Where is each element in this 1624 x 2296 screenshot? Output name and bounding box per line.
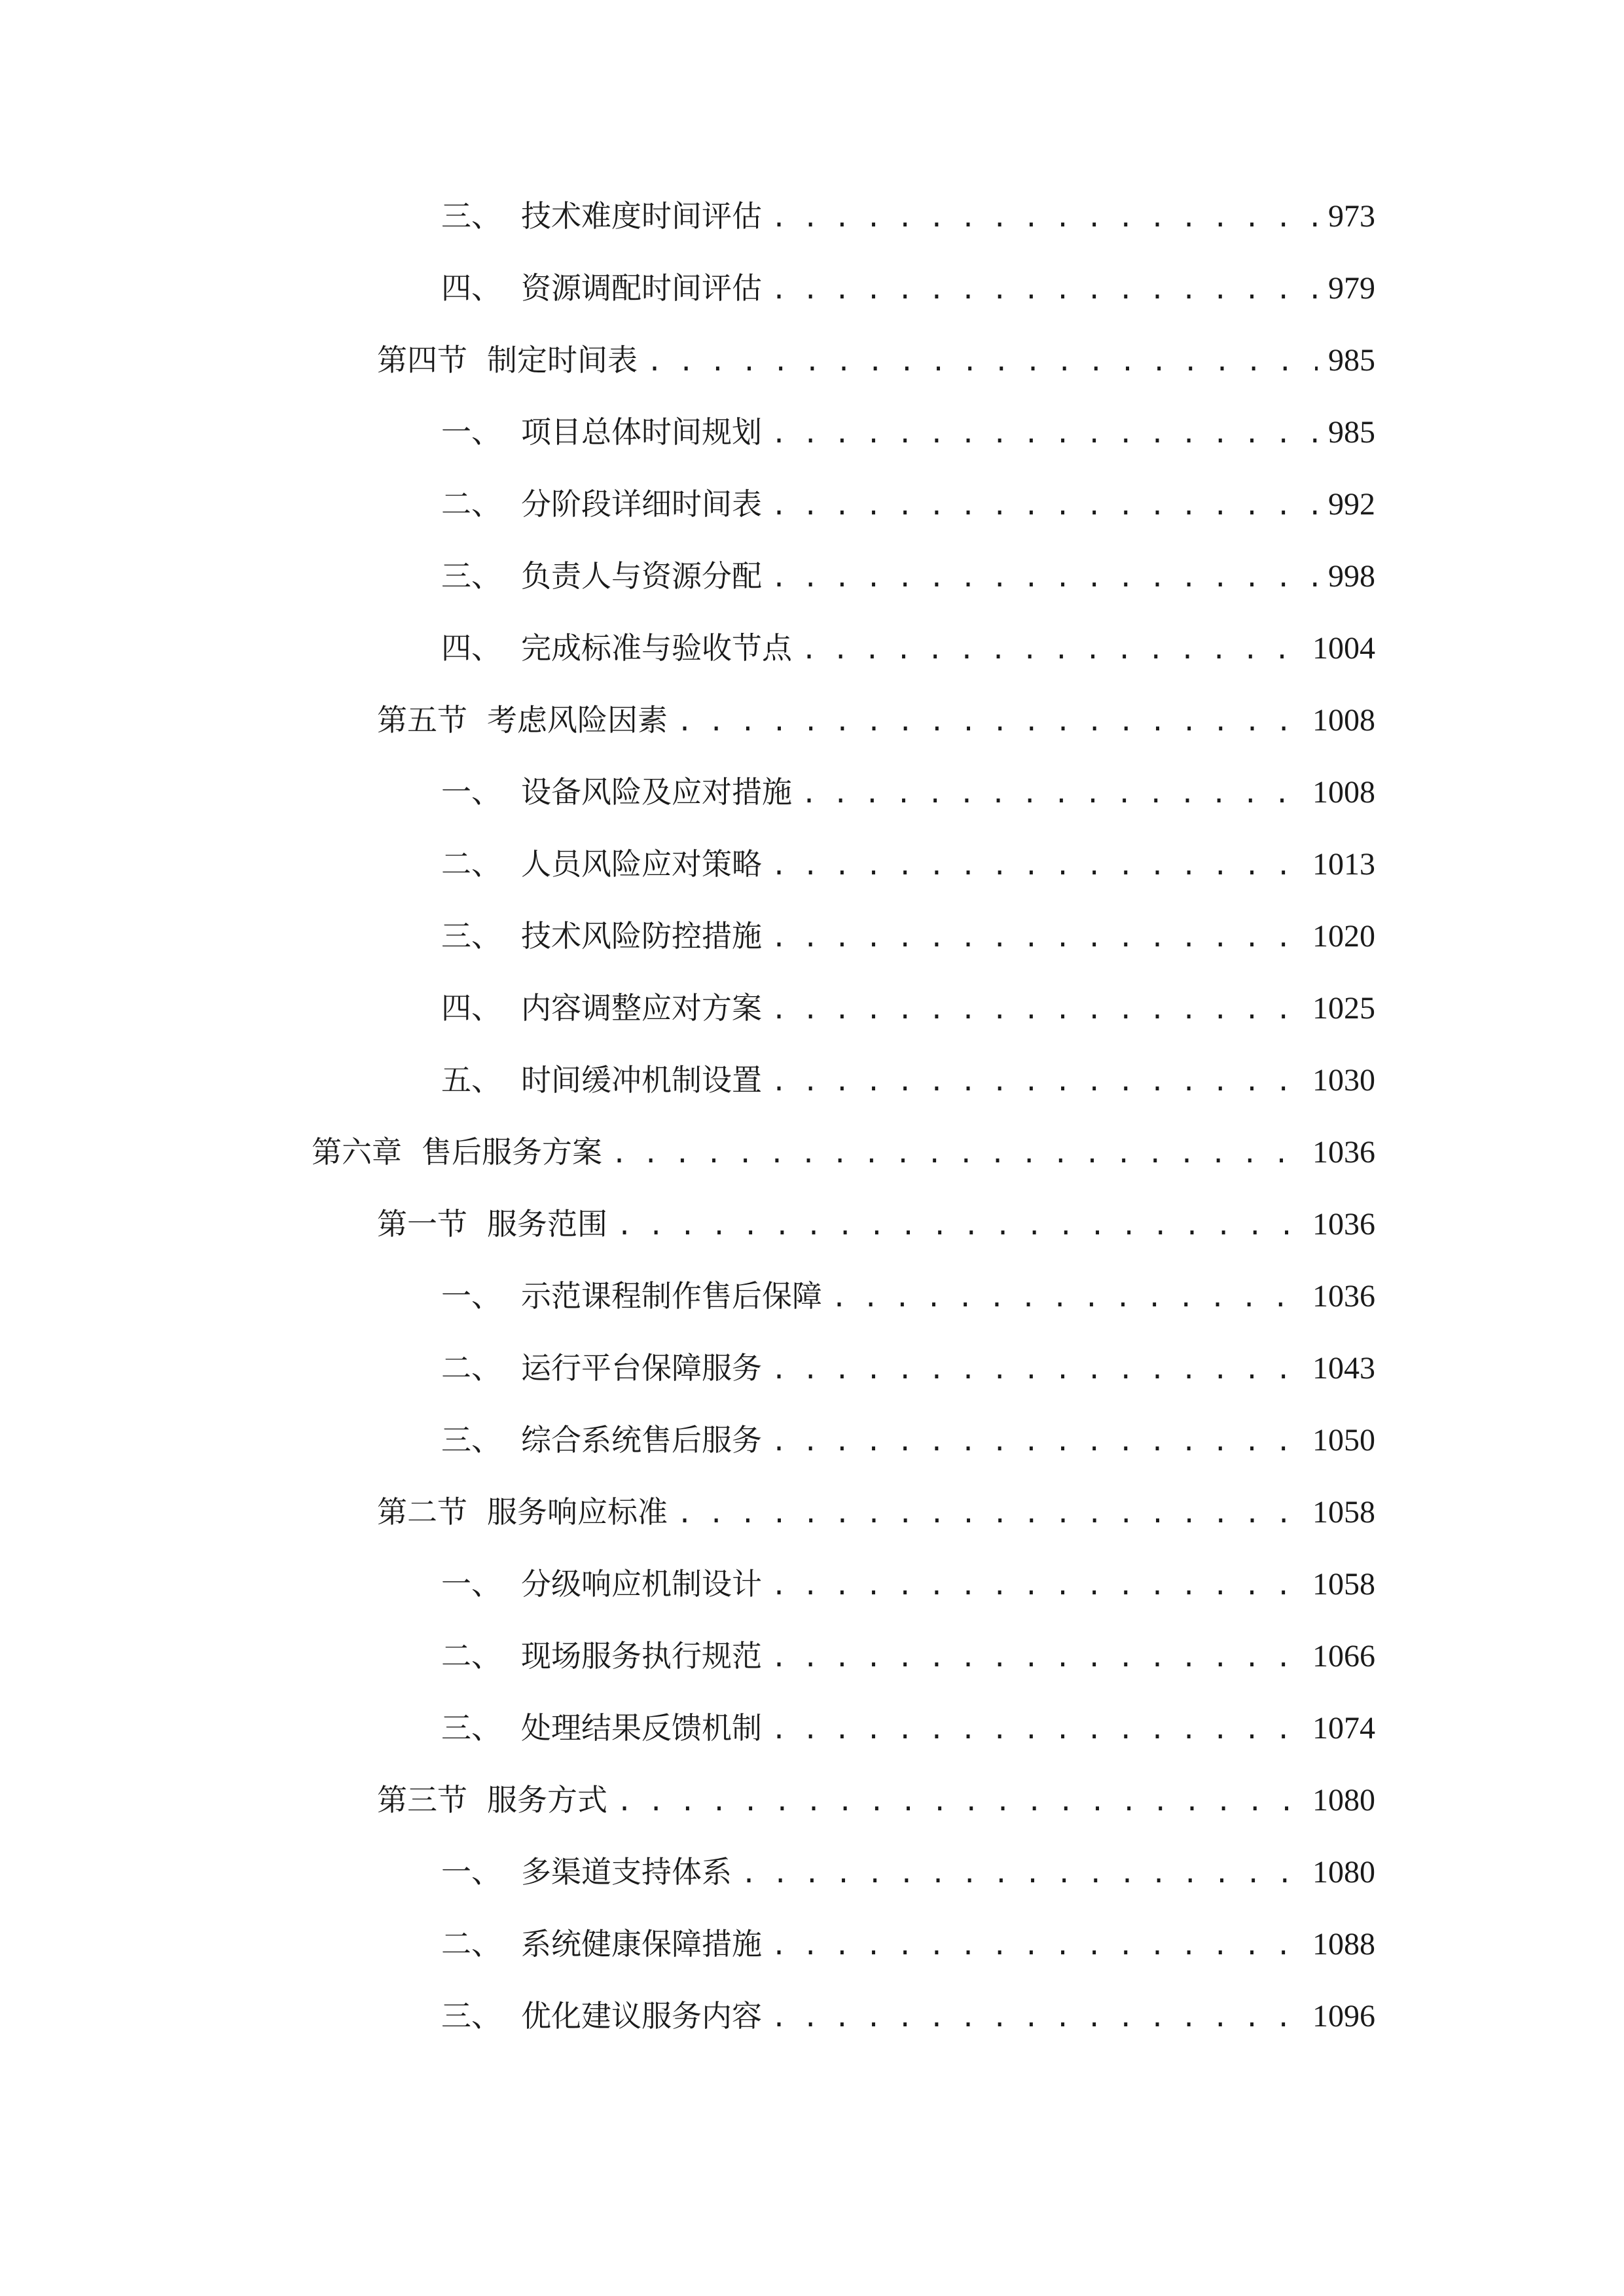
dot-leader [741, 1848, 1302, 1900]
dot-leader [771, 1344, 1302, 1396]
dot-leader [831, 1272, 1302, 1324]
toc-entry-title: 系统健康保障措施 [521, 1926, 762, 1962]
dot-leader [617, 1776, 1302, 1828]
dot-leader [771, 552, 1318, 604]
toc-entry[interactable] [377, 694, 1375, 746]
toc-entry-page: 1013 [1312, 847, 1375, 882]
toc-entry[interactable] [377, 1774, 1375, 1826]
toc-entry[interactable] [312, 1126, 1375, 1178]
toc-entry-number: 五、 [441, 1062, 501, 1098]
dot-leader [771, 192, 1318, 244]
toc-entry[interactable] [377, 334, 1375, 386]
toc-entry-number: 三、 [441, 1422, 501, 1458]
toc-entry-title: 资源调配时间评估 [521, 270, 762, 306]
toc-entry-title: 内容调整应对方案 [521, 990, 762, 1026]
dot-leader [771, 1560, 1302, 1612]
toc-entry-number: 二、 [441, 1638, 501, 1674]
dot-leader [677, 696, 1302, 748]
toc-entry[interactable] [441, 982, 1375, 1034]
toc-entry-title: 示范课程制作售后保障 [521, 1278, 822, 1314]
toc-entry-title: 售后服务方案 [422, 1134, 602, 1170]
dot-leader [771, 1992, 1302, 2044]
toc-entry-title: 设备风险及应对措施 [521, 774, 792, 810]
toc-entry-title: 考虑风险因素 [487, 702, 668, 738]
toc-entry-number: 四、 [441, 630, 501, 666]
dot-leader [771, 840, 1302, 892]
toc-entry[interactable] [441, 838, 1375, 890]
dot-leader [771, 1416, 1302, 1468]
toc-entry[interactable] [441, 1342, 1375, 1394]
toc-entry[interactable] [441, 1414, 1375, 1466]
toc-entry-number: 三、 [441, 918, 501, 954]
toc-entry-title: 制定时间表 [487, 342, 638, 378]
toc-entry[interactable] [377, 1486, 1375, 1538]
toc-entry[interactable] [441, 1846, 1375, 1898]
toc-entry-number: 三、 [441, 558, 501, 594]
toc-entry-title: 多渠道支持体系 [521, 1854, 732, 1890]
toc-entry-number: 二、 [441, 846, 501, 882]
toc-entry-page: 1020 [1312, 919, 1375, 954]
dot-leader [771, 1632, 1302, 1684]
toc-entry-page: 1080 [1312, 1783, 1375, 1818]
dot-leader [771, 1920, 1302, 1972]
toc-entry-page: 1050 [1312, 1423, 1375, 1458]
toc-entry-title: 负责人与资源分配 [521, 558, 762, 594]
toc-entry-title: 服务方式 [487, 1782, 607, 1818]
toc-entry[interactable] [441, 910, 1375, 962]
toc-entry[interactable] [441, 1990, 1375, 2042]
toc-entry-page: 1074 [1312, 1711, 1375, 1746]
toc-entry[interactable] [441, 1270, 1375, 1322]
toc-entry[interactable] [441, 1054, 1375, 1106]
dot-leader [771, 1704, 1302, 1756]
toc-entry-number: 第三节 [377, 1782, 467, 1818]
toc-entry-page: 1058 [1312, 1567, 1375, 1602]
toc-entry-page: 1096 [1312, 1999, 1375, 2034]
toc-entry-title: 技术难度时间评估 [521, 198, 762, 234]
toc-entry-page: 1080 [1312, 1855, 1375, 1890]
toc-entry-number: 一、 [441, 1566, 501, 1602]
toc-entry-number: 四、 [441, 270, 501, 306]
toc-entry-title: 服务响应标准 [487, 1494, 668, 1530]
toc-entry-page: 1036 [1312, 1135, 1375, 1170]
toc-entry[interactable] [441, 1630, 1375, 1682]
toc-entry[interactable] [441, 1918, 1375, 1970]
dot-leader [771, 408, 1318, 460]
toc-entry-title: 现场服务执行规范 [521, 1638, 762, 1674]
toc-entry-title: 时间缓冲机制设置 [521, 1062, 762, 1098]
toc-entry-title: 技术风险防控措施 [521, 918, 762, 954]
toc-entry-number: 一、 [441, 774, 501, 810]
toc-entry-page: 1036 [1312, 1279, 1375, 1314]
toc-entry-page: 1008 [1312, 775, 1375, 810]
toc-entry-number: 四、 [441, 990, 501, 1026]
toc-entry-title: 服务范围 [487, 1206, 607, 1242]
toc-entry-number: 二、 [441, 1350, 501, 1386]
toc-entry-number: 第一节 [377, 1206, 467, 1242]
dot-leader [771, 912, 1302, 964]
toc-entry-title: 完成标准与验收节点 [521, 630, 792, 666]
toc-entry-number: 三、 [441, 1998, 501, 2034]
dot-leader [611, 1128, 1302, 1180]
dot-leader [771, 480, 1318, 532]
toc-entry-page: 1058 [1312, 1495, 1375, 1530]
toc-entry-title: 处理结果反馈机制 [521, 1710, 762, 1746]
dot-leader [677, 1488, 1302, 1540]
toc-entry-page: 1043 [1312, 1351, 1375, 1386]
dot-leader [771, 984, 1302, 1036]
toc-entry-number: 三、 [441, 198, 501, 234]
toc-entry[interactable] [377, 1198, 1375, 1250]
toc-entry-number: 二、 [441, 1926, 501, 1962]
dot-leader [617, 1200, 1302, 1252]
toc-entry-page: 973 [1328, 199, 1375, 234]
dot-leader [647, 336, 1318, 388]
toc-entry-number: 一、 [441, 1278, 501, 1314]
toc-entry-page: 992 [1328, 487, 1375, 522]
toc-entry-number: 第二节 [377, 1494, 467, 1530]
dot-leader [801, 768, 1302, 820]
toc-entry[interactable] [441, 406, 1375, 458]
toc-entry-title: 优化建议服务内容 [521, 1998, 762, 2034]
toc-entry-title: 分阶段详细时间表 [521, 486, 762, 522]
toc-entry-page: 979 [1328, 271, 1375, 306]
dot-leader [801, 624, 1302, 676]
toc-entry[interactable] [441, 766, 1375, 818]
toc-entry-number: 二、 [441, 486, 501, 522]
toc-entry-title: 运行平台保障服务 [521, 1350, 762, 1386]
toc-entry[interactable] [441, 262, 1375, 314]
toc-entry[interactable] [441, 550, 1375, 602]
toc-entry[interactable] [441, 1702, 1375, 1754]
toc-entry[interactable] [441, 190, 1375, 242]
toc-entry-page: 998 [1328, 559, 1375, 594]
toc-entry-title: 综合系统售后服务 [521, 1422, 762, 1458]
toc-entry-page: 1025 [1312, 991, 1375, 1026]
toc-entry-title: 项目总体时间规划 [521, 414, 762, 450]
toc-entry-page: 1036 [1312, 1207, 1375, 1242]
toc-entry-page: 1030 [1312, 1063, 1375, 1098]
toc-entry-page: 1088 [1312, 1927, 1375, 1962]
toc-entry-number: 一、 [441, 414, 501, 450]
toc-entry-page: 1008 [1312, 703, 1375, 738]
toc-entry-page: 985 [1328, 415, 1375, 450]
toc-entry-title: 人员风险应对策略 [521, 846, 762, 882]
toc-entry[interactable] [441, 1558, 1375, 1610]
toc-entry-page: 1066 [1312, 1639, 1375, 1674]
toc-entry-page: 985 [1328, 343, 1375, 378]
toc-entry-number: 三、 [441, 1710, 501, 1746]
toc-entry[interactable] [441, 478, 1375, 530]
toc-entry-number: 第六章 [312, 1134, 402, 1170]
toc-entry-title: 分级响应机制设计 [521, 1566, 762, 1602]
toc-entry-number: 一、 [441, 1854, 501, 1890]
toc-entry[interactable] [441, 622, 1375, 674]
toc-entry-number: 第四节 [377, 342, 467, 378]
dot-leader [771, 264, 1318, 316]
dot-leader [771, 1056, 1302, 1108]
toc-entry-number: 第五节 [377, 702, 467, 738]
toc-entry-page: 1004 [1312, 631, 1375, 666]
